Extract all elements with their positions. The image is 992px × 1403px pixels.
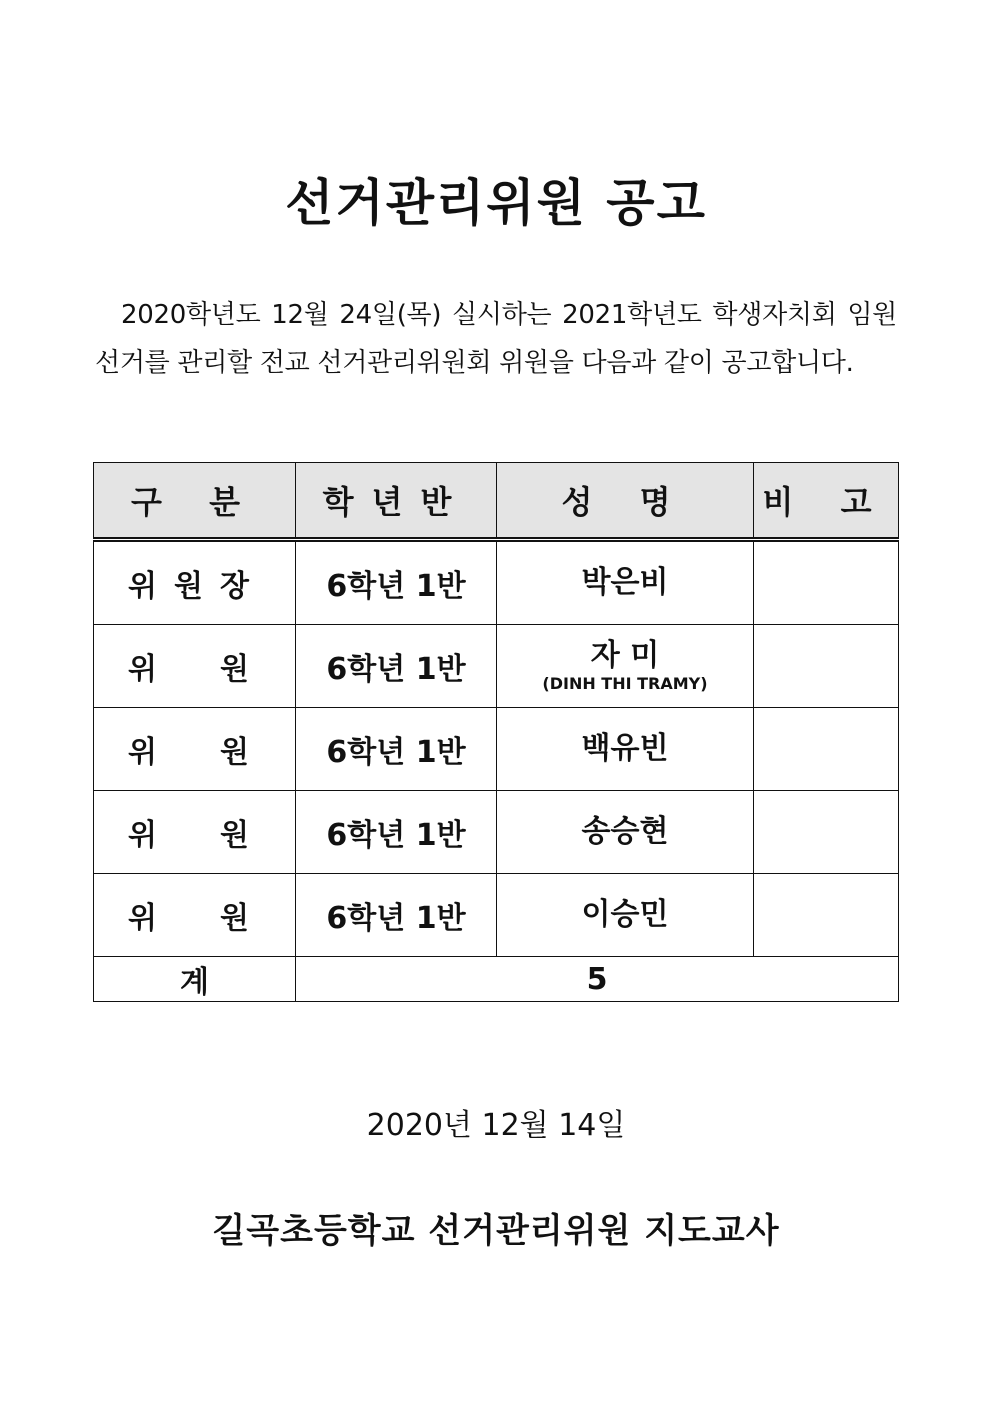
total-label: 계 <box>94 957 296 1002</box>
table-row <box>94 791 899 874</box>
row-note <box>754 791 899 874</box>
row-note <box>754 874 899 957</box>
table-row <box>94 540 899 625</box>
announcement-date: 2020년 12월 14일 <box>366 1108 626 1143</box>
total-value: 5 <box>296 957 899 1002</box>
row-grade-class: 6학년 1반 <box>296 708 497 791</box>
row-role: 위 원 <box>94 791 296 874</box>
table-row <box>94 708 899 791</box>
row-role: 위 원 <box>94 708 296 791</box>
row-note <box>754 708 899 791</box>
row-grade-class: 6학년 1반 <box>296 791 497 874</box>
row-role: 위 원 <box>94 625 296 708</box>
row-name: 자 미 (DINH THI TRAMY) <box>497 625 754 708</box>
row-name-romanized: (DINH THI TRAMY) <box>542 674 708 693</box>
table-row <box>94 874 899 957</box>
row-name: 백유빈 <box>497 708 754 791</box>
header-note: 비 고 <box>754 463 899 540</box>
row-role: 위 원 장 <box>94 540 296 625</box>
row-note <box>754 625 899 708</box>
committee-table <box>93 462 899 1002</box>
row-note <box>754 540 899 625</box>
header-name: 성 명 <box>497 463 754 540</box>
header-grade-class: 학년반 <box>296 463 497 540</box>
row-name: 송승현 <box>497 791 754 874</box>
table-total-row <box>94 957 899 1002</box>
row-grade-class: 6학년 1반 <box>296 625 497 708</box>
row-grade-class: 6학년 1반 <box>296 874 497 957</box>
table-header-row <box>94 463 899 540</box>
signature: 길곡초등학교 선거관리위원 지도교사 <box>212 1211 780 1251</box>
row-name: 이승민 <box>497 874 754 957</box>
row-role: 위 원 <box>94 874 296 957</box>
header-category: 구 분 <box>94 463 296 540</box>
page-title: 선거관리위원 공고 <box>285 174 707 232</box>
row-name: 박은비 <box>497 540 754 625</box>
table-row <box>94 625 899 708</box>
announcement-body: 2020학년도 12월 24일(목) 실시하는 2021학년도 학생자치회 임원 선거를 관리할 전교 선거관리위원회 위원을 다음과 같이 공고합니다. <box>95 300 897 378</box>
row-grade-class: 6학년 1반 <box>296 540 497 625</box>
